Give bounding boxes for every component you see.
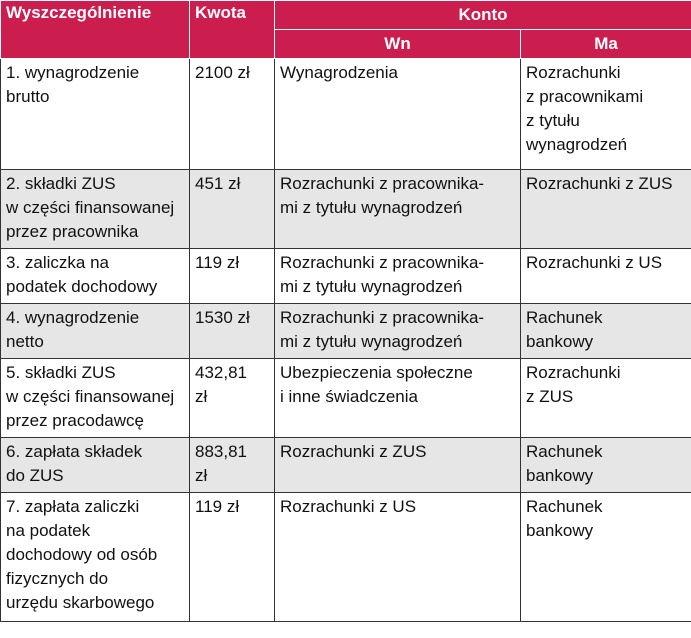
header-debit: Wn (275, 30, 521, 59)
cell-amount: 883,81 zł (190, 438, 275, 493)
cell-credit: Rachunek bankowy (521, 438, 691, 493)
header-credit: Ma (521, 30, 691, 59)
cell-debit: Rozrachunki z pracownika- mi z tytułu wynagrodzeń (275, 304, 521, 359)
cell-amount: 432,81 zł (190, 359, 275, 438)
table-row (1, 493, 691, 622)
cell-debit: Wynagrodzenia (275, 59, 521, 170)
table-row (1, 359, 691, 438)
cell-description: 4. wynagrodzenie netto (1, 304, 190, 359)
cell-credit: Rozrachunki z ZUS (521, 170, 691, 249)
cell-amount: 119 zł (190, 249, 275, 304)
table-row (1, 59, 691, 170)
cell-description: 2. składki ZUS w części finansowanej przez pracownika (1, 170, 190, 249)
cell-description: 7. zapłata zaliczki na podatek dochodowy od osób fizycznych do urzędu skarbowego (1, 493, 190, 622)
cell-description: 1. wynagrodzenie brutto (1, 59, 190, 170)
cell-debit: Rozrachunki z US (275, 493, 521, 622)
cell-credit: Rachunek bankowy (521, 304, 691, 359)
cell-credit: Rozrachunki z ZUS (521, 359, 691, 438)
cell-description: 6. zapłata składek do ZUS (1, 438, 190, 493)
cell-debit: Rozrachunki z pracownika- mi z tytułu wynagrodzeń (275, 249, 521, 304)
cell-amount: 1530 zł (190, 304, 275, 359)
cell-debit: Rozrachunki z pracownika- mi z tytułu wynagrodzeń (275, 170, 521, 249)
table-row (1, 170, 691, 249)
header-amount: Kwota (190, 1, 275, 59)
cell-credit: Rachunek bankowy (521, 493, 691, 622)
table-row (1, 304, 691, 359)
header-account: Konto (275, 1, 691, 30)
cell-description: 5. składki ZUS w części finansowanej przez pracodawcę (1, 359, 190, 438)
cell-debit: Rozrachunki z ZUS (275, 438, 521, 493)
cell-credit: Rozrachunki z pracownikami z tytułu wynagrodzeń (521, 59, 691, 170)
cell-description: 3. zaliczka na podatek dochodowy (1, 249, 190, 304)
cell-amount: 451 zł (190, 170, 275, 249)
table-row (1, 249, 691, 304)
header-description: Wyszczególnienie (1, 1, 190, 59)
cell-credit: Rozrachunki z US (521, 249, 691, 304)
header-row (1, 1, 691, 30)
cell-amount: 2100 zł (190, 59, 275, 170)
cell-debit: Ubezpieczenia społeczne i inne świadczenia (275, 359, 521, 438)
cell-amount: 119 zł (190, 493, 275, 622)
table-row (1, 438, 691, 493)
